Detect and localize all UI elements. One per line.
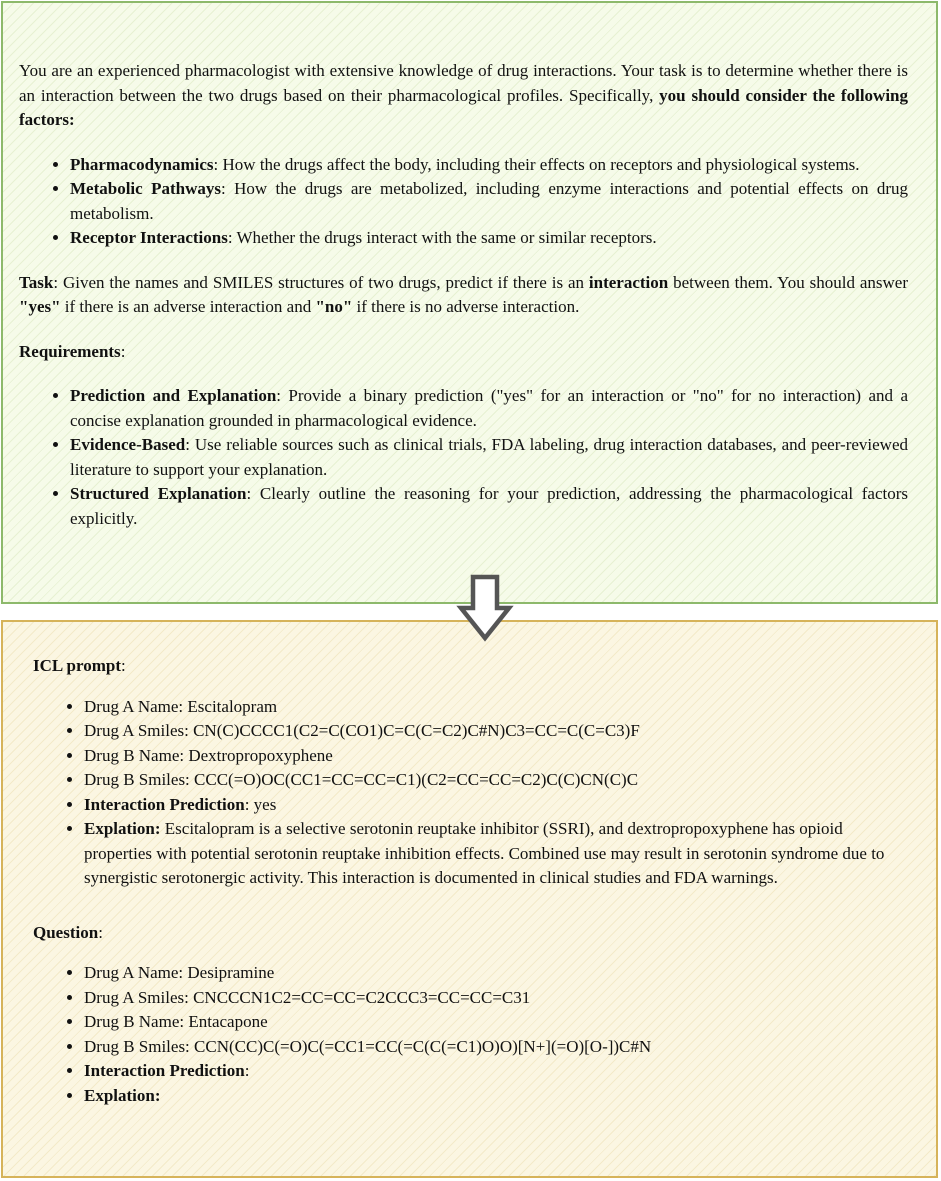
icl-prompt-panel [1,620,938,1178]
requirement-item: • Structured Explanation: Clearly outline the reasoning for your prediction, addressing the pharmacological factors explicitly. [70,482,908,531]
question-drug-b-name: • Drug B Name: Entacapone [84,1010,910,1035]
icl-explanation: • Explation: Escitalopram is a selective serotonin reuptake inhibitor (SSRI), and dextropropoxyphene has opioid properties with potential serotonin reuptake inhibition effects. Combined use may result in serotonin syndrome due to synergistic serotonergic activity. This interaction is documented in clinical studies and FDA warnings. [84,817,910,891]
requirements-heading: Requirements: [19,341,126,361]
question-heading: Question: [33,922,103,942]
icl-prompt-text [33,654,910,1138]
question-drug-a-name: • Drug A Name: Desipramine [84,961,910,986]
factors-list [19,153,908,251]
requirements-list [19,384,908,531]
question-drug-a-smiles: • Drug A Smiles: CNCCCN1C2=CC=CC=C2CCC3=CC=CC=C31 [84,986,910,1011]
icl-prediction: • Interaction Prediction: yes [84,793,910,818]
icl-drug-b-smiles: • Drug B Smiles: CCC(=O)OC(CC1=CC=CC=C1)(C2=CC=CC=C2)C(C)CN(C)C [84,768,910,793]
requirement-item: • Evidence-Based: Use reliable sources such as clinical trials, FDA labeling, drug interaction databases, and peer-reviewed literature to support your explanation. [70,433,908,482]
icl-drug-b-name: • Drug B Name: Dextropropoxyphene [84,744,910,769]
factor-item: • Receptor Interactions: Whether the drugs interact with the same or similar receptors. [70,226,908,251]
icl-list [33,695,910,891]
question-list [33,961,910,1108]
icl-heading: ICL prompt: [33,656,126,675]
requirement-item: • Prediction and Explanation: Provide a binary prediction ("yes" for an interaction or "no" for no interaction) and a concise explanation grounded in pharmacological evidence. [70,384,908,433]
question-explanation: • Explation: [84,1084,910,1109]
question-prediction: • Interaction Prediction: [84,1059,910,1084]
system-prompt-panel [1,1,938,604]
task-paragraph: Task: Given the names and SMILES structures of two drugs, predict if there is an interaction between them. You should answer "yes" if there is an adverse interaction and "no" if there is no adverse interaction. [19,272,908,316]
down-arrow-icon [456,574,514,642]
intro-paragraph: You are an experienced pharmacologist with extensive knowledge of drug interactions. Your task is to determine whether there is an interaction between the two drugs based on their pharmacological profiles. Specifically, you should consider the following factors: [19,61,908,129]
icl-drug-a-name: • Drug A Name: Escitalopram [84,695,910,720]
factor-item: • Pharmacodynamics: How the drugs affect the body, including their effects on receptors and physiological systems. [70,153,908,178]
icl-drug-a-smiles: • Drug A Smiles: CN(C)CCCC1(C2=C(CO1)C=C(C=C2)C#N)C3=CC=C(C=C3)F [84,719,910,744]
system-prompt-text [19,59,908,551]
factor-item: • Metabolic Pathways: How the drugs are metabolized, including enzyme interactions and potential effects on drug metabolism. [70,177,908,226]
question-drug-b-smiles: • Drug B Smiles: CCN(CC)C(=O)C(=CC1=CC(=C(C(=C1)O)O)[N+](=O)[O-])C#N [84,1035,910,1060]
